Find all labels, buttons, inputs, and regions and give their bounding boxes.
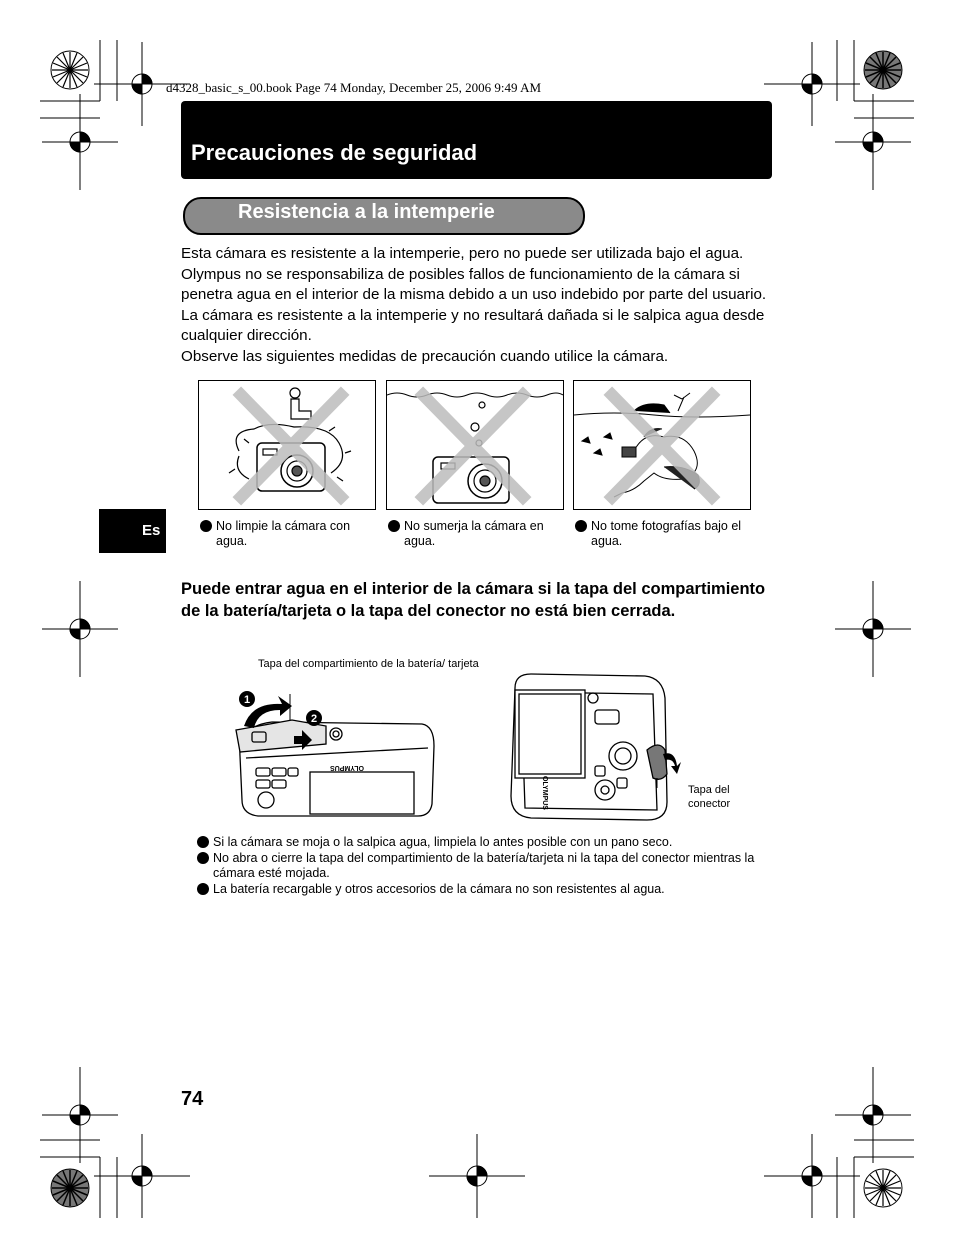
warning-illustration-washing [198,380,376,510]
intro-text [181,244,781,367]
warning-heading: Puede entrar agua en el interior de la cámara si la tapa del compartimiento de la batería/tarjeta o la tapa del conector no está bien cerrada. [181,580,766,620]
intro-paragraph: Observe las siguientes medidas de precaución cuando utilice la cámara. [181,347,669,365]
bullet-icon [197,836,209,848]
warning-illustration-underwater-photo [573,380,751,510]
list-item: Si la cámara se moja o la salpica agua, limpiela lo antes posible con un pano seco. [197,835,757,850]
svg-text:1: 1 [243,694,251,706]
warning-caption: No sumerja la cámara en agua. [388,519,556,549]
brand-logo-front: OLYMPUS [541,776,548,810]
bullet-icon [388,520,400,532]
language-tab-label: Es [142,522,161,539]
list-item: La batería recargable y otros accesorios de la cámara no son resistentes al agua. [197,882,757,897]
underwater-photographer-icon [574,381,750,509]
bullet-icon [200,520,212,532]
page-number: 74 [181,1088,204,1110]
intro-paragraph: Esta cámara es resistente a la intemperie, pero no puede ser utilizada bajo el agua. Olympus no se responsabiliza de posibles fallos de funcionamiento de la cámara si penetra agua en el interior de la misma debido a un uso indebido por parte del usuario. La cámara es resistente a la intemperie y no resultará dañada si le salpica agua desde cualquier dirección. [181,245,767,344]
submerged-camera-icon [387,381,563,509]
bullet-icon [197,883,209,895]
warning-illustration-submerged [386,380,564,510]
svg-text:2: 2 [310,713,318,725]
subsection-title: Resistencia a la intemperie [238,201,495,223]
bullet-icon [197,852,209,864]
camera-back-diagram [232,686,442,820]
bullet-icon [575,520,587,532]
notes-list [197,835,757,898]
camera-connector-diagram [505,670,687,826]
warning-caption: No tome fotografías bajo el agua. [575,519,743,549]
brand-logo-back: OLYMPUS [330,764,364,771]
battery-cover-label: Tapa del compartimiento de la batería/ tarjeta [258,658,479,670]
section-title: Precauciones de seguridad [191,140,478,165]
connector-label: Tapa del conector [688,784,731,810]
warning-caption: No limpie la cámara con agua. [200,519,368,549]
list-item: No abra o cierre la tapa del compartimiento de la batería/tarjeta ni la tapa del conector mientras la cámara esté mojada. [197,851,757,881]
step-1-badge [239,691,255,707]
file-info: d4328_basic_s_00.book Page 74 Monday, December 25, 2006 9:49 AM [166,80,542,95]
washing-camera-icon [199,381,375,509]
step-2-badge [306,710,322,726]
